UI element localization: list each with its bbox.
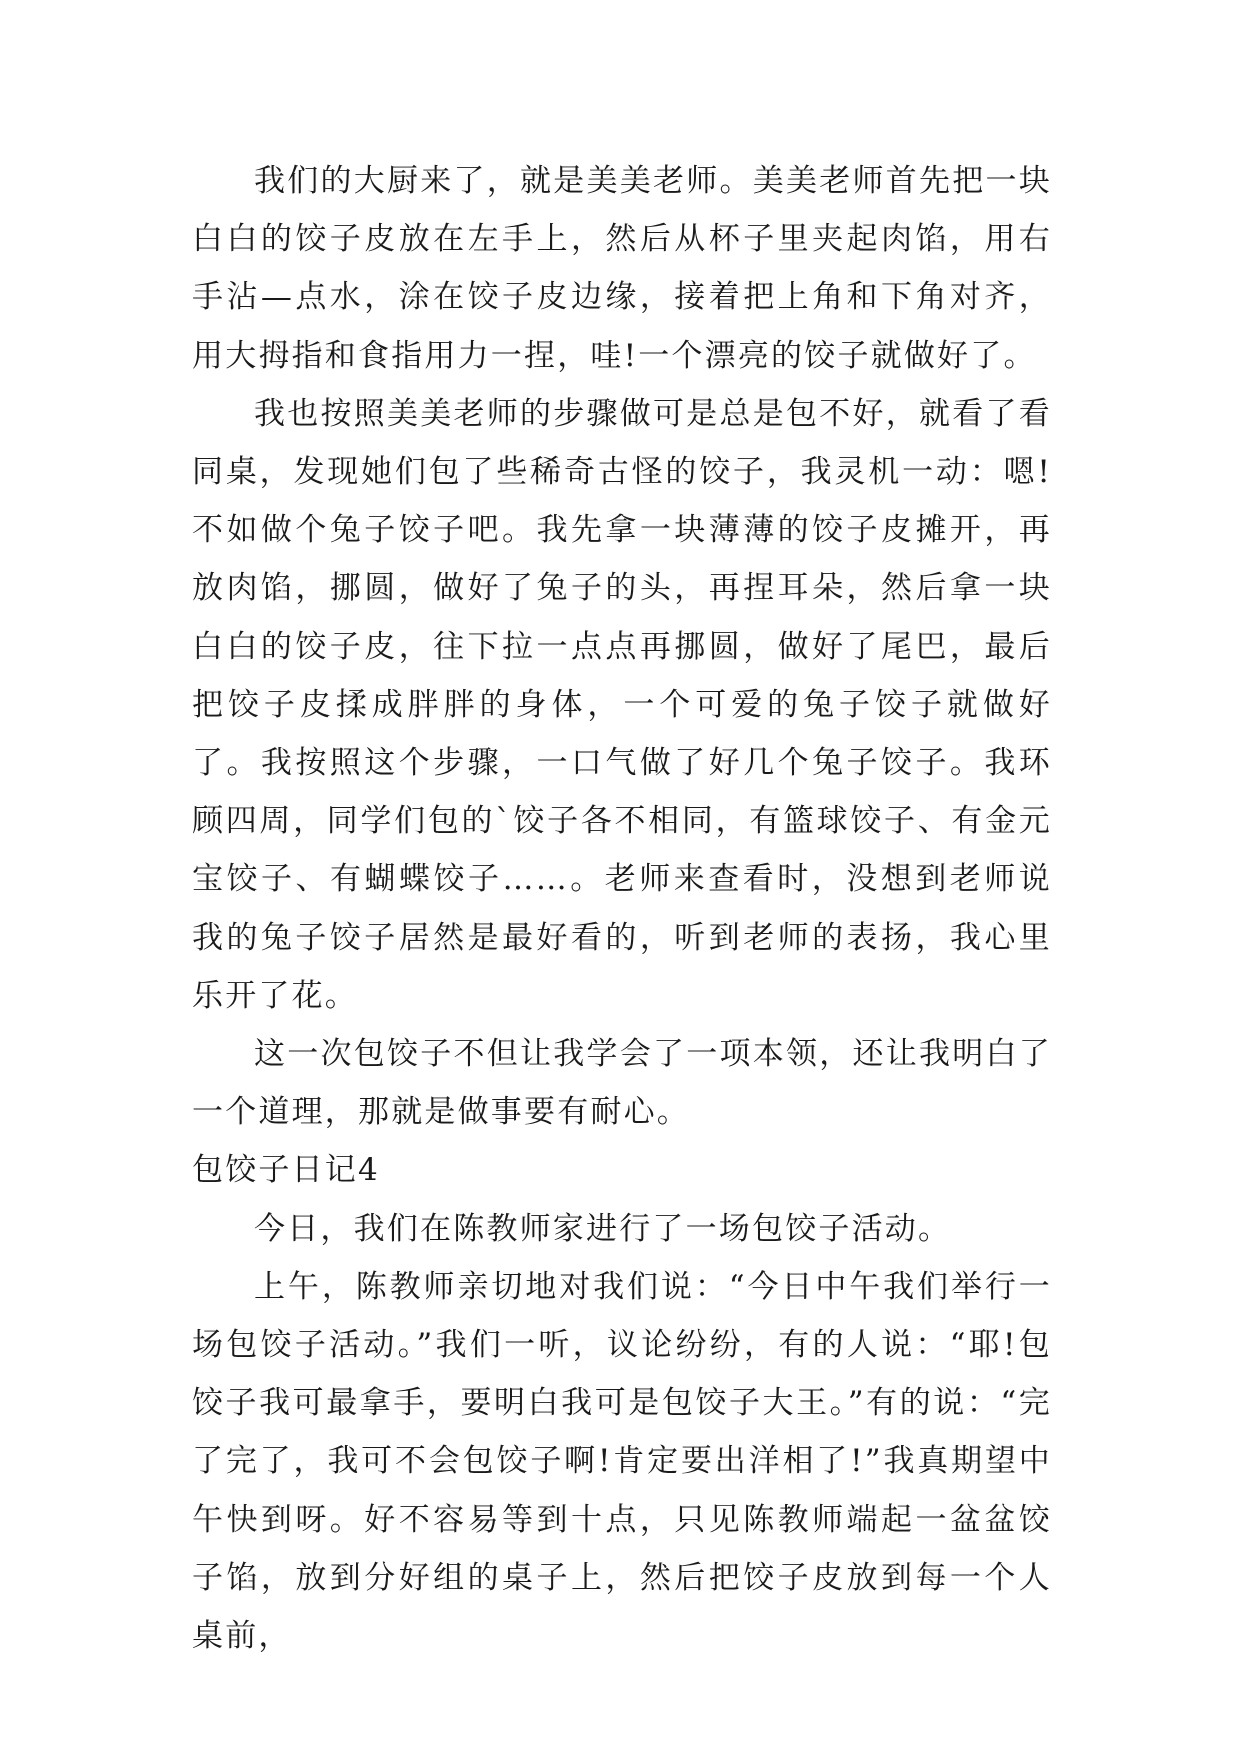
section-heading: 包饺子日记4 [192, 1152, 380, 1189]
document-body [192, 152, 1052, 1665]
paragraph: 我也按照美美老师的步骤做可是总是包不好，就看了看同桌，发现她们包了些稀奇古怪的饺子，我灵机一动：嗯!不如做个兔子饺子吧。我先拿一块薄薄的饺子皮摊开，再放肉馅，挪圆，做好了兔子的头，再捏耳朵，然后拿一块白白的饺子皮，往下拉一点点再挪圆，做好了尾巴，最后把饺子皮揉成胖胖的身体，一个可爱的兔子饺子就做好了。我按照这个步骤，一口气做了好几个兔子饺子。我环顾四周，同学们包的`饺子各不相同，有篮球饺子、有金元宝饺子、有蝴蝶饺子……。老师来查看时，没想到老师说我的兔子饺子居然是最好看的，听到老师的表扬，我心里乐开了花。 [192, 395, 1052, 1014]
paragraph: 今日，我们在陈教师家进行了一场包饺子活动。 [254, 1210, 952, 1247]
paragraph: 我们的大厨来了，就是美美老师。美美老师首先把一块白白的饺子皮放在左手上，然后从杯子里夹起肉馅，用右手沾—点水，涂在饺子皮边缘，接着把上角和下角对齐，用大拇指和食指用力一捏，哇!一个漂亮的饺子就做好了。 [192, 163, 1052, 374]
paragraph: 这一次包饺子不但让我学会了一项本领，还让我明白了一个道理，那就是做事要有耐心。 [192, 1036, 1052, 1131]
paragraph: 上午，陈教师亲切地对我们说：“今日中午我们举行一场包饺子活动。”我们一听，议论纷纷，有的人说：“耶!包饺子我可最拿手，要明白我可是包饺子大王。”有的说：“完了完了，我可不会包饺子啊!肯定要出洋相了!”我真期望中午快到呀。好不容易等到十点，只见陈教师端起一盆盆饺子馅，放到分好组的桌子上，然后把饺子皮放到每一个人桌前， [192, 1268, 1052, 1655]
